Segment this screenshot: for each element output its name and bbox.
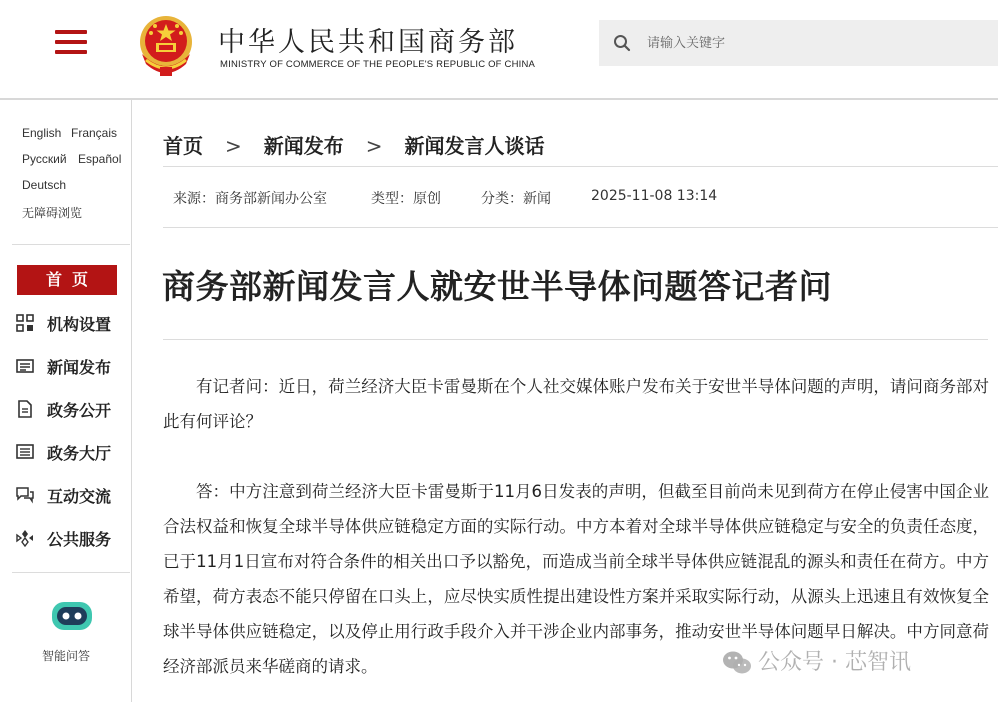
sidebar-item-label: 政务大厅 (47, 444, 112, 463)
wechat-icon (722, 650, 752, 676)
site-header (0, 0, 998, 100)
meta-datetime: 2025-11-08 13:14 (591, 188, 718, 204)
sidebar-item-label: 互动交流 (47, 487, 112, 506)
sidebar-divider (12, 572, 130, 573)
watermark (722, 645, 911, 681)
national-emblem[interactable] (136, 12, 196, 78)
meta-category: 分类：新闻 (481, 191, 551, 207)
sidebar-home-button[interactable]: 首页 (17, 265, 117, 295)
divider (163, 227, 998, 228)
sidebar-item-org[interactable] (16, 309, 128, 337)
sidebar-item-public-service[interactable] (16, 524, 128, 552)
site-name-en: MINISTRY OF COMMERCE OF THE PEOPLE'S REPUBLIC OF CHINA (220, 59, 536, 70)
divider (163, 339, 988, 340)
sidebar-item-news[interactable] (16, 352, 128, 380)
chat-icon (16, 486, 34, 504)
lang-french[interactable]: Français (71, 126, 118, 140)
public-service-icon (16, 529, 34, 547)
breadcrumb-news[interactable]: 新闻发布 (263, 134, 344, 158)
sidebar-item-interaction[interactable] (16, 481, 128, 509)
sidebar-item-label: 公共服务 (47, 530, 112, 549)
sidebar-item-label: 机构设置 (47, 315, 112, 334)
article-answer: 答：中方注意到荷兰经济大臣卡雷曼斯于11月6日发表的声明，但截至目前尚未见到荷方在停止侵害中国企业合法权益和恢复全球半导体供应链稳定方面的实际行动。中方本着对全球半导体供应链稳定与安全的负责任态度，已于11月1日宣布对符合条件的相关出口予以豁免，而造成当前全球半导体供应链混乱的源头和责任在荷方。中方希望，荷方表态不能只停留在口头上，应尽快实质性提出建设性方案并采取实际行动，从源头上迅速且有效恢复全球半导体供应链稳定，以及停止用行政手段介入并干涉企业内部事务，推动安世半导体问题早日解决。中方同意荷经济部派员来华磋商的请求。 (163, 482, 989, 676)
service-hall-icon (16, 443, 34, 461)
news-icon (16, 357, 34, 375)
sidebar-divider (12, 244, 130, 245)
assistant-label[interactable]: 智能问答 (42, 649, 91, 663)
sidebar-item-label: 新闻发布 (47, 358, 112, 377)
watermark-text: 公众号 · 芯智讯 (758, 650, 911, 675)
sidebar-item-service-hall[interactable] (16, 438, 128, 466)
article-title: 商务部新闻发言人就安世半导体问题答记者问 (162, 267, 832, 306)
lang-german[interactable]: Deutsch (22, 178, 67, 192)
meta-type: 类型：原创 (371, 191, 441, 207)
chevron-right-icon: > (225, 134, 242, 158)
site-name-cn: 中华人民共和国商务部 (218, 27, 518, 58)
menu-icon[interactable] (55, 30, 87, 54)
search-icon[interactable] (613, 34, 631, 52)
sidebar-item-label: 政务公开 (47, 401, 112, 420)
lang-russian[interactable]: Русский (22, 152, 67, 166)
breadcrumb-spokesperson[interactable]: 新闻发言人谈话 (404, 134, 545, 158)
search-box (599, 20, 998, 66)
search-input[interactable] (647, 20, 987, 66)
accessibility-link[interactable]: 无障碍浏览 (22, 206, 83, 220)
lang-spanish[interactable]: Español (78, 152, 122, 166)
sidebar-item-gov-affairs[interactable] (16, 395, 128, 423)
breadcrumb-home[interactable]: 首页 (163, 134, 203, 158)
document-icon (16, 400, 34, 418)
article-question: 有记者问：近日，荷兰经济大臣卡雷曼斯在个人社交媒体账户发布关于安世半导体问题的声明，请问商务部对此有何评论？ (163, 377, 989, 431)
meta-source: 来源：商务部新闻办公室 (173, 191, 327, 207)
org-structure-icon (16, 314, 34, 332)
sidebar (0, 100, 132, 702)
robot-assistant-icon[interactable] (50, 598, 94, 634)
breadcrumb (163, 130, 545, 159)
divider (163, 166, 998, 167)
lang-english[interactable]: English (22, 126, 62, 140)
chevron-right-icon: > (365, 134, 383, 158)
